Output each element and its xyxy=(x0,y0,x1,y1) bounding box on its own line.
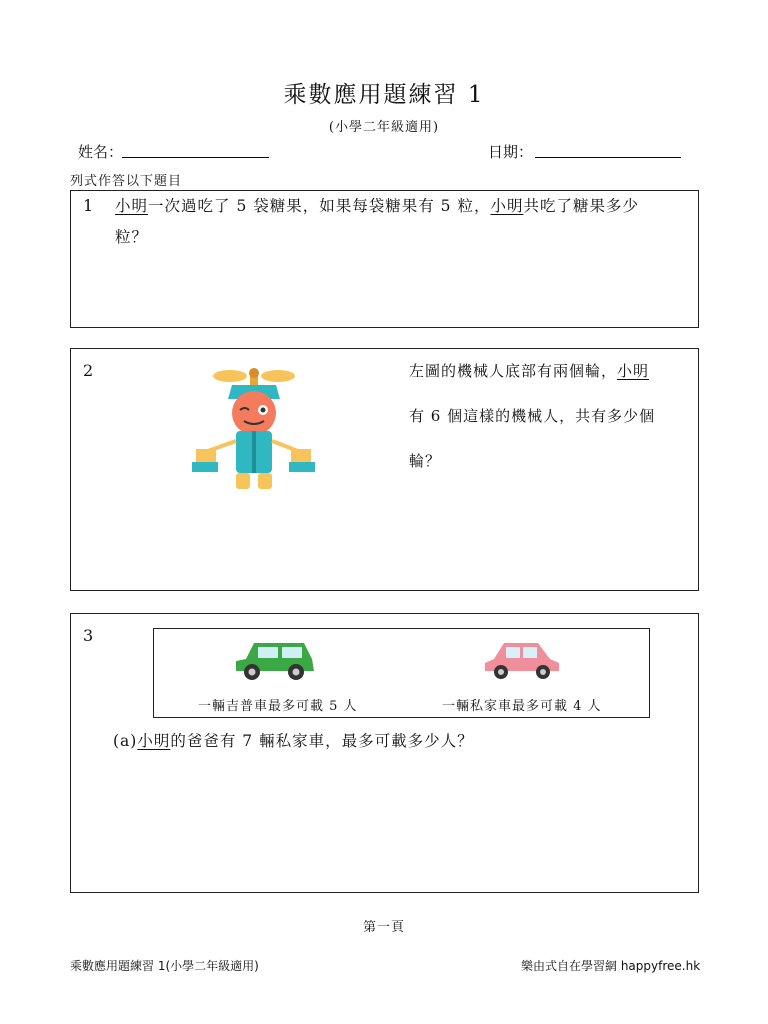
date-label: 日期： xyxy=(488,143,534,161)
name-label: 姓名： xyxy=(78,143,124,161)
question-number: 3 xyxy=(83,626,94,645)
question-2-box xyxy=(70,348,699,591)
date-field[interactable] xyxy=(535,157,681,158)
footer-right: 樂由式自在學習網 happyfree.hk xyxy=(521,959,701,973)
question-3a-text: (a)小明的爸爸有 7 輛私家車，最多可載多少人？ xyxy=(113,732,474,750)
car-caption: 一輛私家車最多可載 4 人 xyxy=(442,699,602,714)
page-number: 第一頁 xyxy=(362,920,405,935)
student-name: 小明 xyxy=(490,197,524,215)
cars-panel xyxy=(153,628,650,718)
student-name: 小明 xyxy=(617,362,650,380)
page-title: 乘數應用題練習 1 xyxy=(283,82,485,108)
footer-left: 乘數應用題練習 1(小學二年級適用) xyxy=(70,959,259,973)
question-1-text: 小明一次過吃了 5 袋糖果，如果每袋糖果有 5 粒，小明共吃了糖果多少 粒？ xyxy=(115,197,639,246)
robot-icon xyxy=(186,359,321,494)
question-number: 1 xyxy=(83,196,94,215)
student-name: 小明 xyxy=(137,732,171,750)
student-name: 小明 xyxy=(115,197,149,215)
instruction: 列式作答以下題目 xyxy=(70,174,183,189)
question-3-box xyxy=(70,613,699,893)
car-icon xyxy=(482,637,562,683)
question-number: 2 xyxy=(83,361,94,380)
page-subtitle: (小學二年級適用) xyxy=(328,120,440,135)
jeep-caption: 一輛吉普車最多可載 5 人 xyxy=(198,699,358,714)
question-1-box xyxy=(70,190,699,328)
jeep-icon xyxy=(232,637,318,683)
name-field[interactable] xyxy=(122,157,269,158)
question-2-text: 左圖的機械人底部有兩個輪，小明 有 6 個這樣的機械人，共有多少個 輪？ xyxy=(409,362,656,470)
